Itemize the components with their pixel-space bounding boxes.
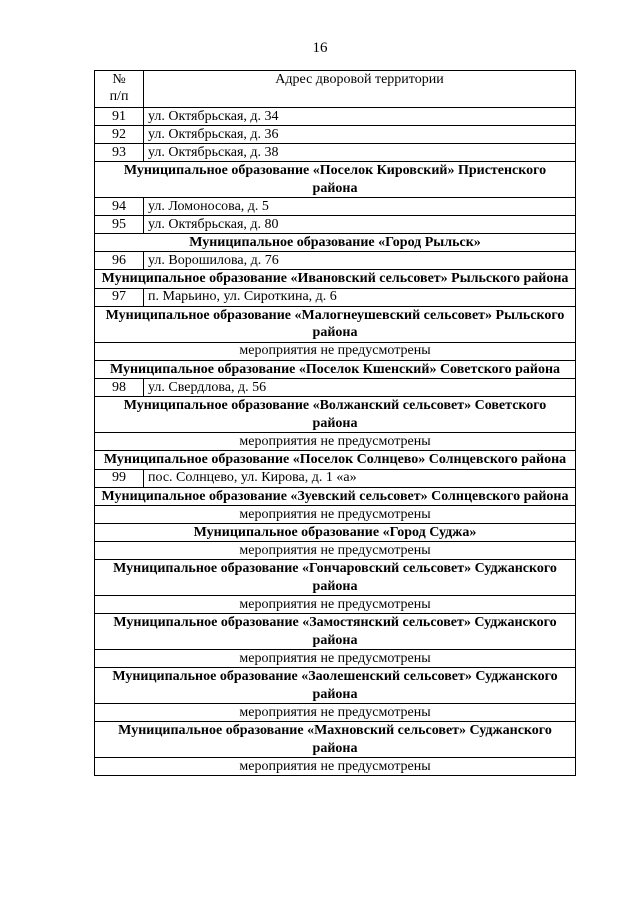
address-table-body <box>95 71 576 776</box>
table-header-row <box>95 71 576 108</box>
municipality-row <box>95 270 576 289</box>
no-measures-row <box>95 704 576 722</box>
row-address: ул. Ворошилова, д. 76 <box>144 252 576 270</box>
municipality-name: Муниципальное образование «Ивановский сельсовет» Рыльского района <box>95 270 576 289</box>
row-number: 98 <box>95 379 144 397</box>
row-address: ул. Свердлова, д. 56 <box>144 379 576 397</box>
page-number: 16 <box>312 40 328 56</box>
table-row <box>95 198 576 216</box>
no-measures-row <box>95 596 576 614</box>
header-address: Адрес дворовой территории <box>144 71 576 108</box>
table-row <box>95 252 576 270</box>
municipality-name: Муниципальное образование «Заолешенский сельсовет» Суджанского района <box>95 668 576 704</box>
municipality-name: Муниципальное образование «Волжанский сельсовет» Советского района <box>95 397 576 433</box>
municipality-row <box>95 487 576 506</box>
municipality-row <box>95 162 576 198</box>
municipality-name: Муниципальное образование «Малогнеушевский сельсовет» Рыльского района <box>95 306 576 342</box>
no-measures-text: мероприятия не предусмотрены <box>95 596 576 614</box>
no-measures-text: мероприятия не предусмотрены <box>95 758 576 776</box>
address-table <box>94 70 576 776</box>
header-number: № п/п <box>95 71 144 108</box>
municipality-name: Муниципальное образование «Замостянский сельсовет» Суджанского района <box>95 614 576 650</box>
no-measures-row <box>95 650 576 668</box>
municipality-name: Муниципальное образование «Поселок Солнцево» Солнцевского района <box>95 451 576 470</box>
table-row <box>95 469 576 487</box>
municipality-row <box>95 722 576 758</box>
row-number: 99 <box>95 469 144 487</box>
municipality-name: Муниципальное образование «Махновский сельсовет» Суджанского района <box>95 722 576 758</box>
municipality-row <box>95 360 576 379</box>
row-address: ул. Октябрьская, д. 36 <box>144 126 576 144</box>
no-measures-row <box>95 506 576 524</box>
no-measures-row <box>95 542 576 560</box>
municipality-row <box>95 397 576 433</box>
municipality-name: Муниципальное образование «Город Суджа» <box>95 524 576 542</box>
row-address: ул. Октябрьская, д. 80 <box>144 216 576 234</box>
table-row <box>95 379 576 397</box>
no-measures-text: мероприятия не предусмотрены <box>95 342 576 360</box>
municipality-row <box>95 560 576 596</box>
no-measures-text: мероприятия не предусмотрены <box>95 506 576 524</box>
municipality-name: Муниципальное образование «Гончаровский сельсовет» Суджанского района <box>95 560 576 596</box>
municipality-row <box>95 306 576 342</box>
table-row <box>95 126 576 144</box>
no-measures-text: мероприятия не предусмотрены <box>95 704 576 722</box>
row-number: 97 <box>95 288 144 306</box>
municipality-row <box>95 668 576 704</box>
table-row <box>95 288 576 306</box>
municipality-row <box>95 451 576 470</box>
row-number: 93 <box>95 144 144 162</box>
municipality-name: Муниципальное образование «Зуевский сельсовет» Солнцевского района <box>95 487 576 506</box>
row-number: 95 <box>95 216 144 234</box>
row-number: 96 <box>95 252 144 270</box>
no-measures-text: мероприятия не предусмотрены <box>95 542 576 560</box>
municipality-name: Муниципальное образование «Город Рыльск» <box>95 234 576 252</box>
municipality-name: Муниципальное образование «Поселок Кшенский» Советского района <box>95 360 576 379</box>
no-measures-row <box>95 758 576 776</box>
row-number: 94 <box>95 198 144 216</box>
row-number: 91 <box>95 108 144 126</box>
row-address: ул. Октябрьская, д. 38 <box>144 144 576 162</box>
no-measures-row <box>95 433 576 451</box>
row-address: ул. Октябрьская, д. 34 <box>144 108 576 126</box>
municipality-row <box>95 234 576 252</box>
no-measures-text: мероприятия не предусмотрены <box>95 433 576 451</box>
table-row <box>95 144 576 162</box>
no-measures-text: мероприятия не предусмотрены <box>95 650 576 668</box>
municipality-row <box>95 524 576 542</box>
municipality-row <box>95 614 576 650</box>
table-row <box>95 108 576 126</box>
no-measures-row <box>95 342 576 360</box>
row-number: 92 <box>95 126 144 144</box>
row-address: ул. Ломоносова, д. 5 <box>144 198 576 216</box>
row-address: п. Марьино, ул. Сироткина, д. 6 <box>144 288 576 306</box>
table-row <box>95 216 576 234</box>
row-address: пос. Солнцево, ул. Кирова, д. 1 «а» <box>144 469 576 487</box>
municipality-name: Муниципальное образование «Поселок Кировский» Пристенского района <box>95 162 576 198</box>
